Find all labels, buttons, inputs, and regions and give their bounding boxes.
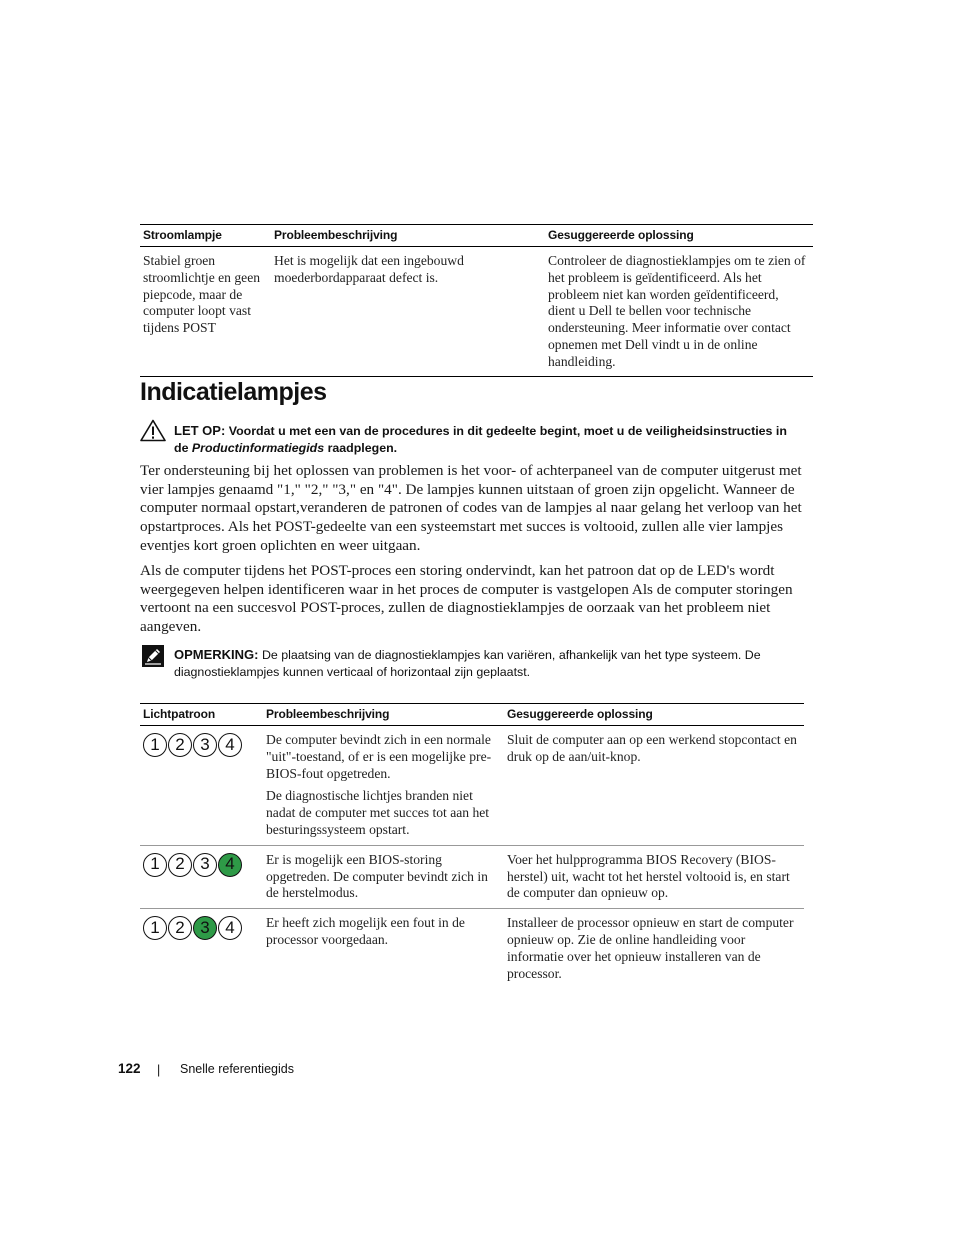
note-pencil-icon [142,645,164,667]
diagnostic-light-4: 4 [218,733,242,757]
footer-separator: | [157,1063,161,1077]
column-header: Stroomlampje [140,225,271,247]
diagnostic-light-3: 3 [193,853,217,877]
cell-light: Stabiel groen stroomlichtje en geen piepcode, maar de computer loopt vast tijdens POST [140,247,271,377]
cell-solution: Installeer de processor opnieuw en start de computer opnieuw op. Zie de online handleiding voor informatie over het opnieuw installeren van de processor. [507,915,794,981]
caution-notice [174,422,794,457]
footer-title: Snelle referentiegids [180,1062,294,1076]
caution-text: Voordat u met een van de procedures in dit gedeelte begint, moet u de veiligheidsinstructies in de [174,424,787,455]
note-text: De plaatsing van de diagnostieklampjes kan variëren, afhankelijk van het type systeem. De diagnostieklampjes kunnen verticaal of horizontaal zijn geplaatst. [174,648,761,679]
column-header: Probleembeschrijving [263,704,504,726]
problem-text: Er is mogelijk een BIOS-storing opgetreden. De computer bevindt zich in de herstelmodus. [266,851,488,901]
diagnostic-light-2: 2 [168,733,192,757]
body-paragraph: Als de computer tijdens het POST-proces een storing ondervindt, kan het patroon dat op de LED's wordt weergegeven helpen identificeren waar in het proces de computer is vastgelopen Als de computer storingen vertoont na een succesvol POST-proces, zullen de diagnostieklampjes de oorzaak van het probleem niet aangeven. [140,562,793,636]
problem-text: De diagnostische lichtjes branden niet nadat de computer met succes tot aan het besturingssysteem opstart. [266,788,490,837]
diagnostic-light-4: 4 [218,916,242,940]
column-header: Gesuggereerde oplossing [545,225,813,247]
light-pattern-cell [140,726,263,846]
light-pattern [143,733,259,757]
cell-problem [263,909,504,989]
table-header-row [140,225,813,247]
diagnostic-light-1: 1 [143,853,167,877]
cell-solution: Sluit de computer aan op een werkend stopcontact en druk op de aan/uit-knop. [504,726,804,846]
warning-triangle-icon [140,419,166,442]
cell-problem [263,845,504,908]
light-pattern-cell [140,909,263,989]
diagnostic-light-3: 3 [193,733,217,757]
table-row [140,845,804,908]
diagnostic-light-3: 3 [193,916,217,940]
diagnostic-light-2: 2 [168,853,192,877]
diagnostic-light-1: 1 [143,733,167,757]
column-header: Gesuggereerde oplossing [504,704,804,726]
light-pattern-cell [140,845,263,908]
cell-solution: Controleer de diagnostieklampjes om te zien of het probleem is geïdentificeerd. Als het probleem niet kan worden geïdentificeerd, dient u Dell te bellen voor technische ondersteuning. Meer informatie over contact opnemen met Dell vindt u in de online handleiding. [545,247,813,377]
caution-guide-name: Productinformatiegids [191,441,325,455]
light-pattern [143,853,259,877]
page-number: 122 [118,1061,141,1076]
note-label: OPMERKING: [174,647,259,662]
diagnostic-light-4: 4 [218,853,242,877]
problem-text: Er heeft zich mogelijk een fout in de processor voorgedaan. [266,915,465,947]
problem-text: De computer bevindt zich in een normale "uit"-toestand, of er is een mogelijke pre-BIOS-fout opgetreden. [266,732,492,781]
cell-problem: Het is mogelijk dat een ingebouwd moederbordapparaat defect is. [271,247,545,377]
light-pattern [143,916,259,940]
diagnostic-light-2: 2 [168,916,192,940]
column-header: Probleembeschrijving [271,225,545,247]
caution-suffix: raadplegen. [327,441,398,455]
caution-label: LET OP: [174,423,226,438]
body-paragraph: Ter ondersteuning bij het oplossen van problemen is het voor- of achterpaneel van de computer uitgerust met vier lampjes genaamd "1," "2," "3," en "4". De lampjes kunnen uitstaan of groen zijn opgelicht. Wanneer de computer normaal opstart,veranderen de patronen of codes van de lampjes al naar gelang het verloop van het opstartproces. Als het POST-gedeelte van een systeemstart met succes is voltooid, zullen alle vier lampjes eventjes kort groen oplichten en weer uitgaan. [140,462,802,554]
section-title: Indicatielampjes [140,378,327,406]
table-header-row [140,704,804,726]
column-header: Lichtpatroon [140,704,263,726]
table-row [140,726,804,846]
cell-problem [263,726,504,846]
note-notice [174,646,794,681]
table-row [140,909,804,989]
power-light-table [140,224,813,377]
table-row [140,247,813,377]
diagnostic-light-1: 1 [143,916,167,940]
diagnostic-lights-table [140,703,804,988]
cell-solution: Voer het hulpprogramma BIOS Recovery (BIOS-herstel) uit, wacht tot het herstel voltooid is, en start de computer dan opnieuw op. [504,845,804,908]
